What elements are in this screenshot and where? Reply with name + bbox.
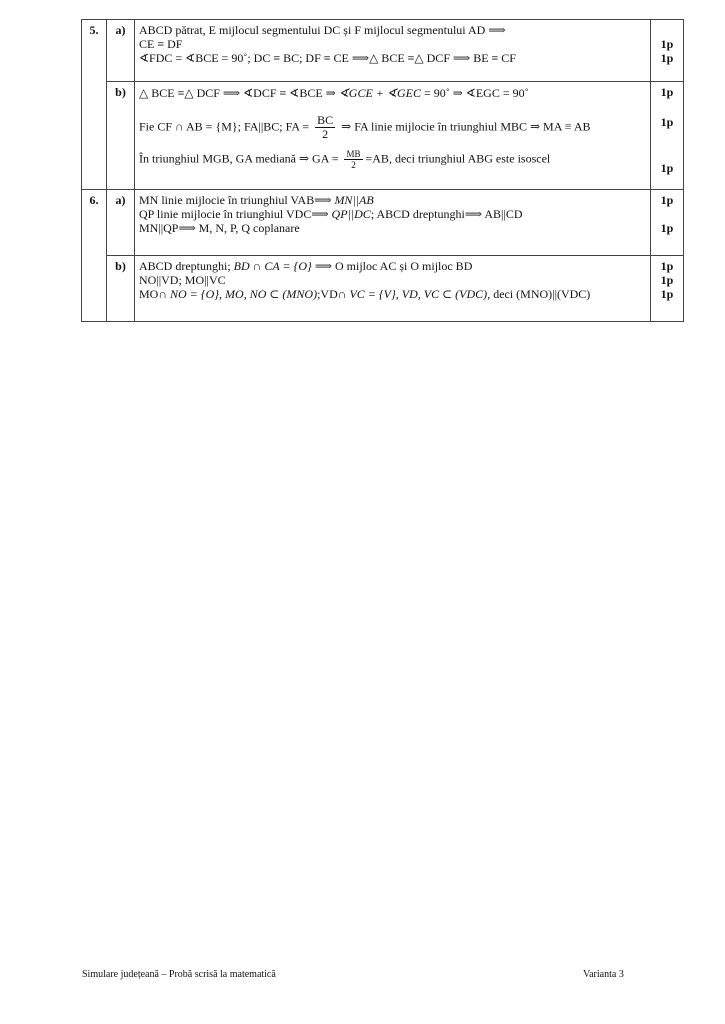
solution-line: ABCD pătrat, E mijlocul segmentului DC și F mijlocul segmentului AD ⟹ [139,23,506,37]
solution-line: În triunghiul MGB, GA mediană ⇒ GA = $\frac{MB}{2}$ =AB, deci triunghiul ABG este isoscel [139,149,551,170]
solution-line: NO||VD; MO||VC [139,273,226,287]
solution-line: CE ≡ DF [139,37,183,51]
points-cell [651,82,684,190]
points-cell [651,256,684,322]
solution-text [135,20,651,82]
subpoint-label: b) [107,82,135,190]
points: 1p [660,259,674,273]
points: 1p [660,51,674,65]
fraction: $\frac{BC}{2}$ [317,113,334,141]
points: 1p [660,287,674,301]
points: 1p [660,37,674,51]
points-cell [651,190,684,256]
problem-number: 5. [82,20,107,190]
footer-left: Simulare județeană – Probă scrisă la matematică [82,969,276,980]
solution-text [135,190,651,256]
subpoint-label: a) [107,190,135,256]
solution-line: MO∩ NO = {O}, MO, NO ⊂ (MNO);VD∩ VC = {V}, VD, VC ⊂ (VDC), deci (MNO)||(VDC) [139,287,591,301]
table-row [82,256,684,322]
solution-text [135,256,651,322]
points-cell [651,20,684,82]
points: 1p [660,85,674,99]
solution-line: △ BCE ≡△ DCF ⟹ ∢DCF ≡ ∢BCE ⇒ ∢GCE + ∢GEC = 90˚ ⇒ ∢EGC = 90˚ [139,86,529,100]
points: 1p [660,161,674,175]
solution-line: ABCD dreptunghi; BD ∩ CA = {O} ⟹ O mijloc AC și O mijloc BD [139,259,473,273]
subpoint-label: a) [107,20,135,82]
table-row [82,82,684,190]
points: 1p [660,273,674,287]
solution-line: QP linie mijlocie în triunghiul VDC⟹ QP||DC; ABCD dreptunghi⟹ AB||CD [139,207,523,221]
footer-right: Varianta 3 [583,969,624,980]
subpoint-label: b) [107,256,135,322]
points: 1p [660,221,674,235]
fraction: $\frac{MB}{2}$ [346,149,361,170]
grading-table [81,19,684,322]
points: 1p [660,193,674,207]
solution-line: Fie CF ∩ AB = {M}; FA||BC; FA = $\frac{BC}{2}$ ⇒ FA linie mijlocie în triunghiul MBC ⇒ MA ≡ AB [139,113,591,141]
solution-text [135,82,651,190]
points: 1p [660,115,674,129]
table-row [82,190,684,256]
solution-line: ∢FDC = ∢BCE = 90˚; DC ≡ BC; DF ≡ CE ⟹△ BCE ≡△ DCF ⟹ BE ≡ CF [139,51,516,65]
solution-line: MN||QP⟹ M, N, P, Q coplanare [139,221,300,235]
solution-line: MN linie mijlocie în triunghiul VAB⟹ MN||AB [139,193,374,207]
table-row [82,20,684,82]
problem-number: 6. [82,190,107,322]
